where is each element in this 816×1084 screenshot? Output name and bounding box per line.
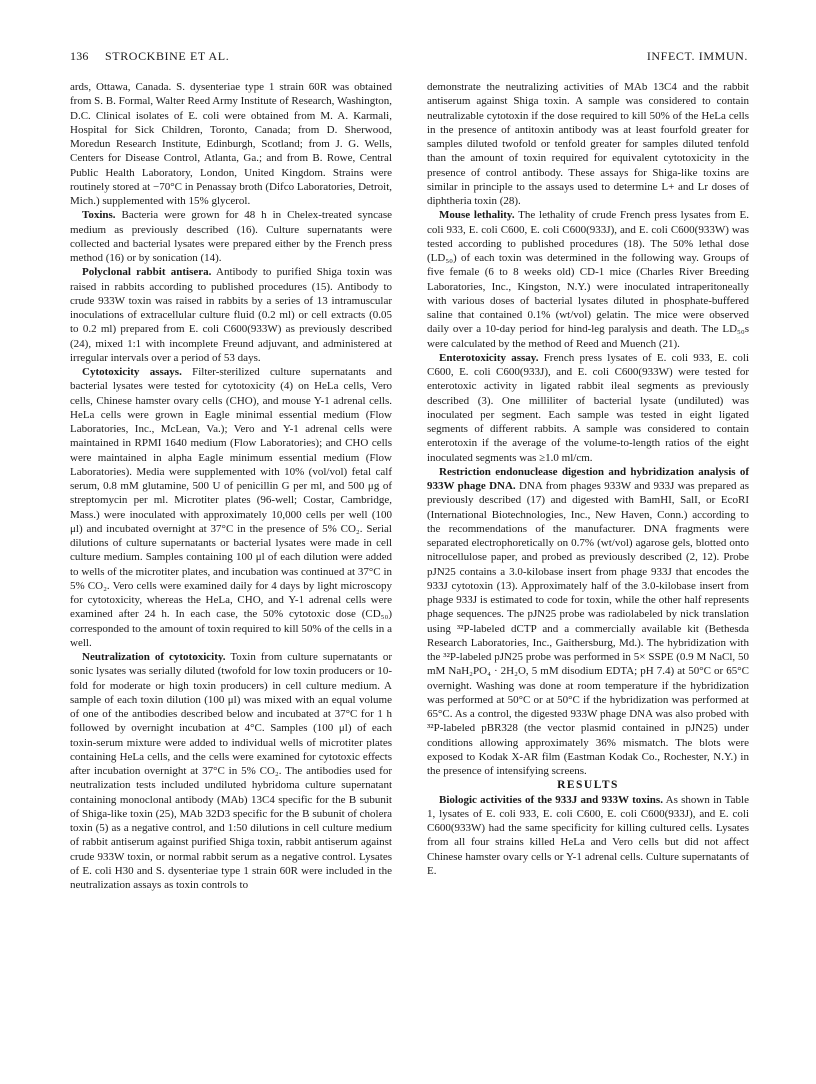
paragraph-heading: Biologic activities of the 933J and 933W toxins. xyxy=(439,793,663,806)
section-title: RESULTS xyxy=(557,779,619,792)
paragraph-heading: Cytotoxicity assays. xyxy=(82,366,182,378)
paragraph: Cytotoxicity assays. Filter-sterilized culture supernatants and bacterial lysates were tested for cytotoxicity (4) on HeLa cells, Vero cells, Chinese hamster ovary cells (CHO), and mouse Y-1 adrenal cells. HeLa cells were grown in Eagle minimal essential medium (Flow Laboratories, Inc., McLean, Va.); Vero and Y-1 adrenal cells were maintained in RPMI 1640 medium (Flow Laboratories); and CHO cells were maintained in alpha Eagle minimum essential medium (Flow Laboratories). Media were supplemented with 10% (vol/vol) fetal calf serum, 0.8 mM glutamine, 500 U of penicillin G per ml, and 500 μg of streptomycin per ml. Microtiter plates (96-well; Costar, Cambridge, Mass.) were inoculated with approximately 10,000 cells per well (100 μl) and incubated overnight at 37°C in the presence of 5% CO₂. Serial dilutions of culture supernatants or bacterial lysates were made in cell culture medium. Samples containing 100 μl of each dilution were added to wells of the microtiter plates, and incubation was continued at 37°C in 5% CO₂. Vero cells were examined daily for 4 days by light microscopy for cytotoxicity, whereas the HeLa, CHO, and Y-1 adrenal cells were examined after 24 h. In each case, the 50% cytotoxic dose (CD₅₀) corresponded to the amount of toxin required to kill 50% of the cells in a well. xyxy=(70,366,393,649)
paragraph: Mouse lethality. The lethality of crude French press lysates from E. coli 933, E. coli C600, E. coli C600(933J), and E. coli C600(933W) was tested according to published procedures (18). The 50% lethal dose (LD₅₀) of each toxin was determined in the following way. Groups of five female (6 to 8 weeks old) CD-1 mice (Charles River Breeding Laboratories, Inc., Kingston, N.Y.) were inoculated intraperitoneally with various doses of bacterial lysates diluted in phosphate-buffered saline that contained 0.1% (wt/vol) gelatin. The mice were observed daily over a 10-day period for hind-leg paralysis and death. The LD₅₀s were calculated by the method of Reed and Muench (21). xyxy=(427,209,749,350)
right-column xyxy=(427,80,749,878)
paragraph: Enterotoxicity assay. French press lysates of E. coli 933, E. coli C600, E. coli C600(933J), and E. coli C600(933W) were tested for enterotoxic activity in ligated rabbit ileal segments as previously described (3). One milliliter of bacterial lysate (undiluted) was inoculated per segment. Each sample was tested in eight ligated segments of different rabbits. A sample was considered to contain enterotoxin if the average of the volume-to-length ratios of the eight inoculated segments was ≥1.0 ml/cm. xyxy=(427,351,749,464)
paragraph: Toxins. Bacteria were grown for 48 h in Chelex-treated syncase medium as previously described (16). Culture supernatants were collected and bacterial lysates were prepared either by the French press method (16) or by sonication (14). xyxy=(70,209,392,264)
paragraph: Polyclonal rabbit antisera. Antibody to purified Shiga toxin was raised in rabbits according to published procedures (15). Antibody to crude 933W toxin was raised in rabbits by a series of 13 intramuscular inoculations of extracellular culture fluid (0.2 ml) or cell extracts (0.05 to 0.2 ml) prepared from E. coli C600(933W) as previously described (24), mixed 1:1 with incomplete Freund adjuvant, and administered at irregular intervals over a period of 53 days. xyxy=(70,266,392,364)
paragraph: ards, Ottawa, Canada. S. dysenteriae type 1 strain 60R was obtained from S. B. Formal, Walter Reed Army Institute of Research, Washington, D.C. Clinical isolates of E. coli were obtained from M. A. Karmali, Hospital for Sick Children, Toronto, Canada; from D. Sherwood, Moredun Research Institute, Edinburgh, Scotland; from J. G. Wells, Centers for Disease Control, Atlanta, Ga.; and from B. Rowe, Central Public Health Laboratory, London, United Kingdom. Strains were routinely stored at −70°C in Penassay broth (Difco Laboratories, Detroit, Mich.) supplemented with 15% glycerol. xyxy=(70,81,392,207)
paragraph: Restriction endonuclease digestion and hybridization analysis of 933W phage DNA. DNA from phages 933W and 933J was prepared as previously described (17) and digested with BamHI, SalI, or EcoRI (International Biotechnologies, Inc., New Haven, Conn.) according to the recommendations of the manufacturer. DNA fragments were separated electrophoretically on 0.7% (wt/vol) agarose gels, blotted onto nitrocellulose paper, and probed as previously described (2, 12). Probe pJN25 contains a 3.0-kilobase insert from phage 933J that encodes the 933J cytotoxin (13). Approximately half of the 3.0-kilobase insert from phage 933J is estimated to code for toxin, while the other half represents phage sequences. The pJN25 probe was radiolabeled by nick translation using ³²P-labeled dCTP and a commercially available kit (Bethesda Research Laboratories, Inc., Gaithersburg, Md.). The hybridization with the ³²P-labeled pJN25 probe was performed in 5× SSPE (0.9 M NaCl, 50 mM NaH₂PO₄ · 2H₂O, 5 mM disodium EDTA; pH 7.4) at 50°C or 65°C overnight. Washing was done at room temperature if the hybridization was performed at 50°C or at 50°C if the hybridization was performed at 65°C. As a control, the digested 933W phage DNA was also probed with ³²P-labeled pBR328 (the vector plasmid contained in pJN25) under conditions allowing approximately 36% mismatch. The blots were exposed to Kodak X-AR film (Eastman Kodak Co., Rochester, N.Y.) in the presence of intensifying screens. xyxy=(427,465,749,777)
paragraph-heading: Neutralization of cytotoxicity. xyxy=(82,651,226,663)
paragraph-heading: Mouse lethality. xyxy=(439,209,515,222)
running-authors: STROCKBINE ET AL. xyxy=(105,49,230,63)
paragraph: demonstrate the neutralizing activities of MAb 13C4 and the rabbit antiserum against Shiga toxin. A sample was considered to contain neutralizable cytotoxin if the dose required to kill 50% of the HeLa cells in the presence of antitoxin antibody was at least fourfold greater for samples diluted twofold or tenfold greater for samples diluted tenfold than the amount of toxin required for equivalent cytotoxicity in the presence of control antibody. These assays for Shiga-like toxins are similar in principle to the assays used to determine L+ and Lr doses of diphtheria toxin (28). xyxy=(427,81,749,207)
paragraph-heading: Toxins. xyxy=(82,209,116,222)
paragraph-heading: Polyclonal rabbit antisera. xyxy=(82,266,212,279)
journal-name: INFECT. IMMUN. xyxy=(646,49,748,63)
page-header xyxy=(70,49,750,69)
paragraph: Neutralization of cytotoxicity. Toxin from culture supernatants or sonic lysates was serially diluted (twofold for low toxin producers or 10-fold for moderate or high toxin producers) in cell culture medium. A sample of each toxin dilution (100 μl) was mixed with an equal volume of one of the antibodies described below and incubated at 37°C for 1 h followed by overnight incubation at 4°C. Samples (100 μl) of each toxin-serum mixture were added to individual wells of microtiter plates containing HeLa cells, and the cells were examined for cytotoxic effects after incubation overnight at 37°C in 5% CO₂. The antibodies used for neutralization tests included undiluted hybridoma culture supernatant containing monoclonal antibody (MAb) 13C4 specific for the B subunit of Shiga-like toxin (25), MAb 32D3 specific for the B subunit of cholera toxin (5) as a negative control, and 1:50 dilutions in cell culture medium of rabbit antiserum against purified Shiga toxin, rabbit antiserum against crude 933W toxin, or normal rabbit serum as a negative control. Lysates of E. coli H30 and S. dysenteriae type 1 strain 60R were included in the neutralization assays as toxin controls to xyxy=(70,651,392,891)
paragraph: Biologic activities of the 933J and 933W toxins. As shown in Table 1, lysates of E. coli 933, E. coli C600, E. coli C600(933J), and E. coli C600(933W) had the same specificity for killing cultured cells. Lysates from all four strains killed HeLa and Vero cells but did not affect Chinese hamster ovary cells or Y-1 adrenal cells. Culture supernatants of E. xyxy=(427,793,749,877)
paragraph-heading: Restriction endonuclease digestion and hybridization analysis of 933W phage DNA. xyxy=(427,465,749,492)
paragraph-heading: Enterotoxicity assay. xyxy=(439,351,539,364)
page-number: 136 xyxy=(70,49,89,63)
left-column xyxy=(70,80,392,892)
